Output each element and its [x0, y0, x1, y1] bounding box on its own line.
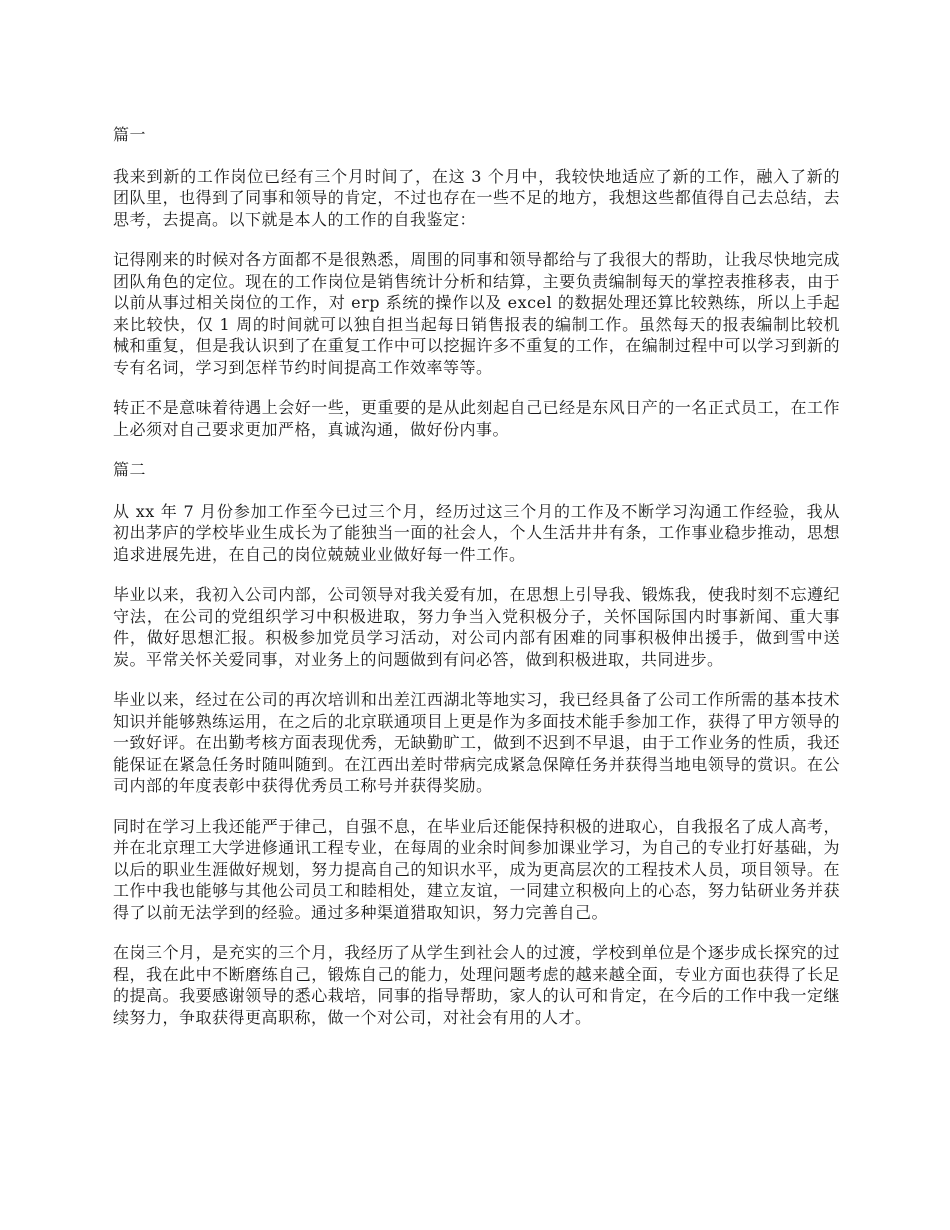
section-heading: 篇二 — [113, 460, 147, 479]
section-2 — [113, 459, 840, 1028]
section-1 — [113, 124, 840, 440]
paragraph: 毕业以来，我初入公司内部，公司领导对我关爱有加，在思想上引导我、锻炼我，使我时刻不忘遵纪守法，在公司的党组织学习中积极进取，努力争当入党积极分子，关怀国际国内时事新闻、重大事件，做好思想汇报。积极参加党员学习活动，对公司内部有困难的同事积极伸出援手，做到雪中送炭。平常关怀关爱同事，对业务上的问题做到有问必答，做到积极进取，共同进步。 — [113, 585, 840, 669]
paragraph: 我来到新的工作岗位已经有三个月时间了，在这 3 个月中，我较快地适应了新的工作，融入了新的团队里，也得到了同事和领导的肯定，不过也存在一些不足的地方，我想这些都值得自己去总结，去思考，去提高。以下就是本人的工作的自我鉴定： — [113, 166, 840, 229]
document-body — [113, 124, 840, 1047]
paragraph: 从 xx 年 7 月份参加工作至今已过三个月，经历过这三个月的工作及不断学习沟通工作经验，我从初出茅庐的学校毕业生成长为了能独当一面的社会人，个人生活井井有条，工作事业稳步推动，思想追求进展先进，在自己的岗位兢兢业业做好每一件工作。 — [113, 501, 840, 564]
section-heading: 篇一 — [113, 125, 147, 144]
paragraph: 记得刚来的时候对各方面都不是很熟悉，周围的同事和领导都给与了我很大的帮助，让我尽快地完成团队角色的定位。现在的工作岗位是销售统计分析和结算，主要负责编制每天的掌控表推移表，由于以前从事过相关岗位的工作，对 erp 系统的操作以及 excel 的数据处理还算比较熟练，所以上手起来比较快，仅 1 周的时间就可以独自担当起每日销售报表的编制工作。虽然每天的报表编制比较机械和重复，但是我认识到了在重复工作中可以挖掘许多不重复的工作，在编制过程中可以学习到新的专有名词，学习到怎样节约时间提高工作效率等等。 — [113, 250, 840, 377]
paragraph: 毕业以来，经过在公司的再次培训和出差江西湖北等地实习，我已经具备了公司工作所需的基本技术知识并能够熟练运用，在之后的北京联通项目上更是作为多面技术能手参加工作，获得了甲方领导的一致好评。在出勤考核方面表现优秀，无缺勤旷工，做到不迟到不早退，由于工作业务的性质，我还能保证在紧急任务时随叫随到。在江西出差时带病完成紧急保障任务并获得当地电领导的赏识。在公司内部的年度表彰中获得优秀员工称号并获得奖励。 — [113, 690, 840, 795]
paragraph: 同时在学习上我还能严于律己，自强不息，在毕业后还能保持积极的进取心，自我报名了成人高考，并在北京理工大学进修通讯工程专业，在每周的业余时间参加课业学习，为自己的专业打好基础，为以后的职业生涯做好规划，努力提高自己的知识水平，成为更高层次的工程技术人员，项目领导。在工作中我也能够与其他公司员工和睦相处，建立友谊，一同建立积极向上的心态，努力钻研业务并获得了以前无法学到的经验。通过多种渠道猎取知识，努力完善自己。 — [113, 816, 840, 922]
paragraph: 在岗三个月，是充实的三个月，我经历了从学生到社会人的过渡，学校到单位是个逐步成长探究的过程，我在此中不断磨练自己，锻炼自己的能力，处理问题考虑的越来越全面，专业方面也获得了长足的提高。我要感谢领导的悉心栽培，同事的指导帮助，家人的认可和肯定，在今后的工作中我一定继续努力，争取获得更高职称，做一个对公司，对社会有用的人才。 — [113, 943, 840, 1027]
paragraph: 转正不是意味着待遇上会好一些，更重要的是从此刻起自己已经是东风日产的一名正式员工，在工作上必须对自己要求更加严格，真诚沟通，做好份内事。 — [113, 398, 840, 439]
